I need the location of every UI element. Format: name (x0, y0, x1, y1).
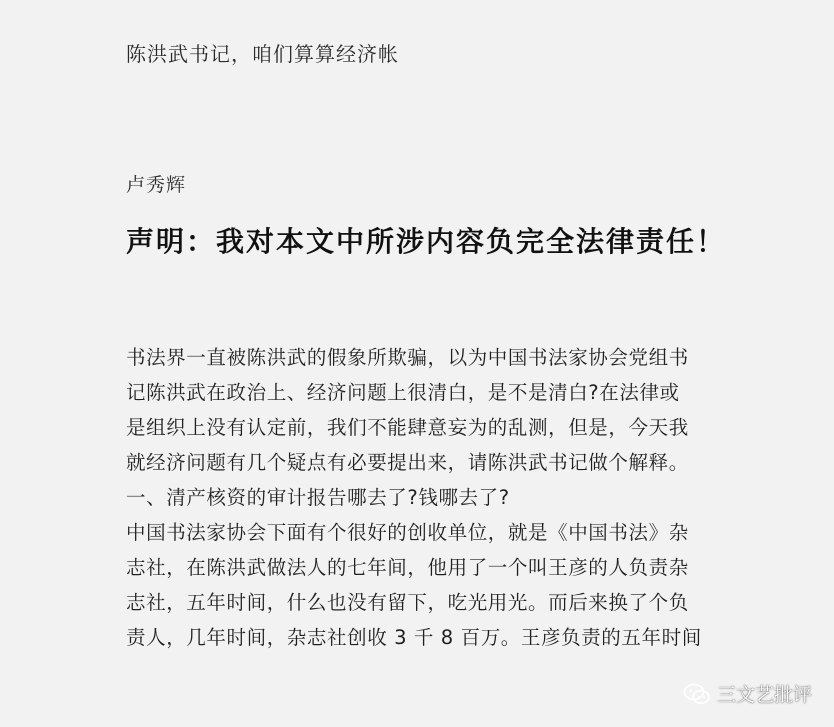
article-author: 卢秀辉 (126, 174, 187, 196)
article-body (126, 340, 726, 655)
body-line: 书法界一直被陈洪武的假象所欺骗，以为中国书法家协会党组书 (126, 346, 689, 369)
body-line: 志社，在陈洪武做法人的七年间，他用了一个叫王彦的人负责杂 (126, 556, 689, 579)
legal-statement: 声明：我对本文中所涉内容负完全法律责任！ (126, 225, 727, 258)
body-line: 记陈洪武在政治上、经济问题上很清白，是不是清白?在法律或 (126, 381, 680, 404)
body-line: 责人，几年时间，杂志社创收 3 千 8 百万。王彦负责的五年时间 (126, 626, 702, 649)
body-line: 是组织上没有认定前，我们不能肆意妄为的乱测，但是，今天我 (126, 416, 689, 439)
body-line: 就经济问题有几个疑点有必要提出来，请陈洪武书记做个解释。 (126, 451, 689, 474)
watermark-text: 三文艺批评 (716, 684, 812, 706)
watermark (683, 680, 812, 707)
wechat-icon (683, 683, 711, 705)
section-heading: 一、清产核资的审计报告哪去了?钱哪去了? (126, 486, 510, 509)
article-title: 陈洪武书记，咱们算算经济帐 (126, 42, 399, 66)
body-line: 志社，五年时间，什么也没有留下，吃光用光。而后来换了个负 (126, 591, 689, 614)
body-line: 中国书法家协会下面有个很好的创收单位，就是《中国书法》杂 (126, 521, 689, 544)
